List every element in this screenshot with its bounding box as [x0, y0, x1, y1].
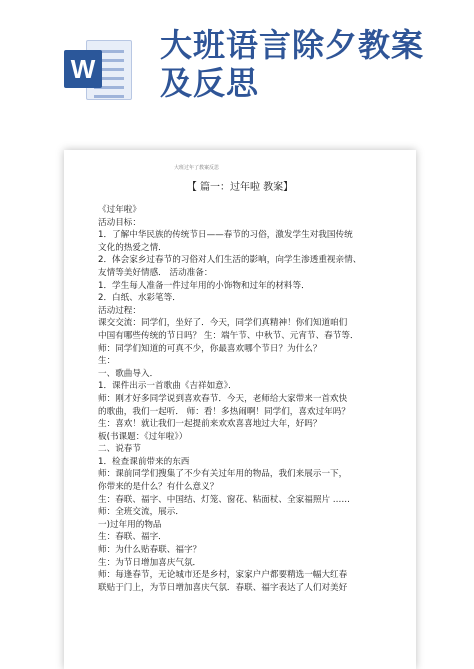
section-title: 【 篇一：过年啦 教案】	[186, 182, 294, 193]
body-line: 友情等美好情感． 活动准备：	[98, 267, 213, 278]
body-line: 师：课前同学们搜集了不少有关过年用的物品，我们来展示一下，	[98, 469, 348, 480]
title-line-1: 大班语言除夕教案	[160, 26, 425, 64]
body-line: 生：春联、福字．	[98, 532, 167, 543]
body-line: 师：为什么贴春联、福字？	[98, 545, 202, 556]
word-badge: W	[64, 50, 102, 88]
body-line: 1．检查课前带来的东西	[98, 456, 190, 467]
body-line: 生：为节日增加喜庆气氛．	[98, 557, 202, 568]
body-line: 一)过年用的物品	[98, 519, 162, 530]
page-title	[160, 26, 460, 102]
title-line-2: 及反思	[160, 64, 260, 102]
body-line: 师：同学们知道的可真不少，你最喜欢哪个节日？为什么？	[98, 343, 322, 354]
body-line: 1．课件出示一首歌曲《吉祥如意》．	[98, 381, 237, 392]
body-line: 师：每逢春节，无论城市还是乡村，家家户户都要精选一幅大红春	[98, 570, 348, 581]
body-line: 二、说春节	[98, 444, 141, 455]
body-line: 生：喜欢！就让我们一起提前来欢欢喜喜地过大年，好吗？	[98, 419, 322, 430]
body-line: 活动目标：	[98, 217, 141, 228]
body-line: 课交交流：同学们，坐好了．今天，同学们真精神！你们知道咱们	[98, 318, 348, 329]
body-line: 1．了解中华民族的传统节日——春节的习俗，激发学生对我国传统	[98, 230, 353, 241]
header	[0, 0, 474, 110]
body-line: 联贴于门上，为节日增加喜庆气氛．春联、福字表达了人们对美好	[98, 582, 348, 593]
body-line: 生：	[98, 356, 116, 367]
body-line: 活动过程：	[98, 305, 141, 316]
body-line: 《过年啦》	[98, 205, 141, 215]
body-line: 中国有哪些传统的节日吗？ 生：端午节、中秋节、元宵节、春节等．	[98, 330, 359, 341]
document-page	[64, 150, 416, 669]
body-line: 的歌曲，我们一起听． 师：看！多热闹啊！同学们，喜欢过年吗？	[98, 406, 350, 417]
body-line: 一、歌曲导入．	[98, 368, 159, 379]
body-line: 师：刚才好多同学说到喜欢春节．今天，老师给大家带来一首欢快	[98, 393, 348, 404]
body-line: 师：全班交流，展示．	[98, 507, 184, 518]
word-document-icon	[64, 34, 132, 104]
running-head: 大班过年了教案反思	[174, 165, 220, 171]
body-line: 文化的热爱之情．	[98, 242, 167, 253]
body-line: 板(书课题：《过年啦》）	[98, 431, 188, 442]
body-line: 你带来的是什么？有什么意义？	[98, 482, 219, 493]
body-line: 生：春联、福字、中国结、灯笼、窗花、粘面杖、全家福照片 ……	[98, 494, 350, 505]
body-line: 2．白纸、水彩笔等．	[98, 293, 181, 304]
document-body	[98, 204, 398, 594]
body-line: 1．学生每人准备一件过年用的小饰物和过年的材料等．	[98, 280, 310, 291]
body-line: 2．体会家乡过春节的习俗对人们生活的影响，向学生渗透重视亲情、	[98, 255, 362, 266]
